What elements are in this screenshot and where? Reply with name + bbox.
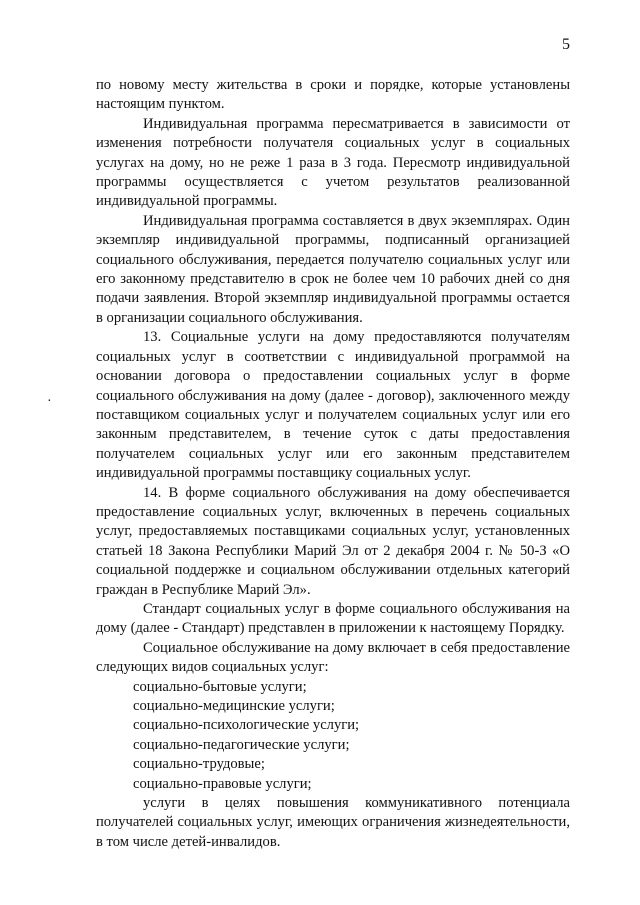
list-item: социально-бытовые услуги;: [133, 678, 307, 695]
paragraph-item-14: 14. В форме социального обслуживания на дому обеспечивается предоставление социальных услуг, включенных в перечень социальных услуг, предоставляемых поставщиками социальных услуг, установленных статьей 18 Закона Республики Марий Эл от 2 декабря 2004 г. № 50-З «О социальной поддержке и социальном обслуживании отдельных категорий граждан в Республике Марий Эл».: [96, 484, 570, 598]
paragraph-continuation: по новому месту жительства в сроки и порядке, которые установлены настоящим пунктом.: [96, 77, 570, 113]
paragraph-standard: Стандарт социальных услуг в форме социального обслуживания на дому (далее - Стандарт) представлен в приложении к настоящему Порядку.: [96, 600, 570, 637]
document-body: [96, 76, 570, 852]
paragraph-program-review: Индивидуальная программа пересматривается в зависимости от изменения потребности получателя социальных услуг в социальных услугах на дому, но не реже 1 раза в 3 года. Пересмотр индивидуальной программы осуществляется с учетом результатов реализованной индивидуальной программы.: [96, 115, 570, 210]
list-item: социально-трудовые;: [133, 756, 265, 773]
service-types-list: [96, 678, 570, 794]
list-item: социально-медицинские услуги;: [133, 698, 335, 714]
paragraph-communication-services: услуги в целях повышения коммуникативного потенциала получателей социальных услуг, имеющих ограничения жизнедеятельности, в том числе детей-инвалидов.: [96, 795, 570, 850]
margin-mark: ·: [47, 394, 52, 409]
list-item: социально-правовые услуги;: [133, 775, 312, 792]
paragraph-services-intro: Социальное обслуживание на дому включает в себя предоставление следующих видов социальных услуг:: [96, 639, 570, 676]
paragraph-program-copies: Индивидуальная программа составляется в двух экземплярах. Один экземпляр индивидуальной программы, подписанный организацией социального обслуживания, передается получателю социальных услуг или его законному представителю в срок не более чем 10 рабочих дней со дня подачи заявления. Второй экземпляр индивидуальной программы остается в организации социального обслуживания.: [96, 212, 570, 326]
list-item: социально-педагогические услуги;: [133, 736, 350, 753]
list-item: социально-психологические услуги;: [133, 717, 360, 734]
page-number: 5: [562, 36, 570, 53]
paragraph-item-13: 13. Социальные услуги на дому предоставляются получателям социальных услуг в соответствии с индивидуальной программой на основании договора о предоставлении социальных услуг в форме социального обслуживания на дому (далее - договор), заключенного между поставщиком социальных услуг и получателем социальных услуг или его законным представителем, в течение суток с даты предоставления получателем социальных услуг или его законным представителем индивидуальной программы поставщику социальных услуг.: [96, 329, 570, 482]
